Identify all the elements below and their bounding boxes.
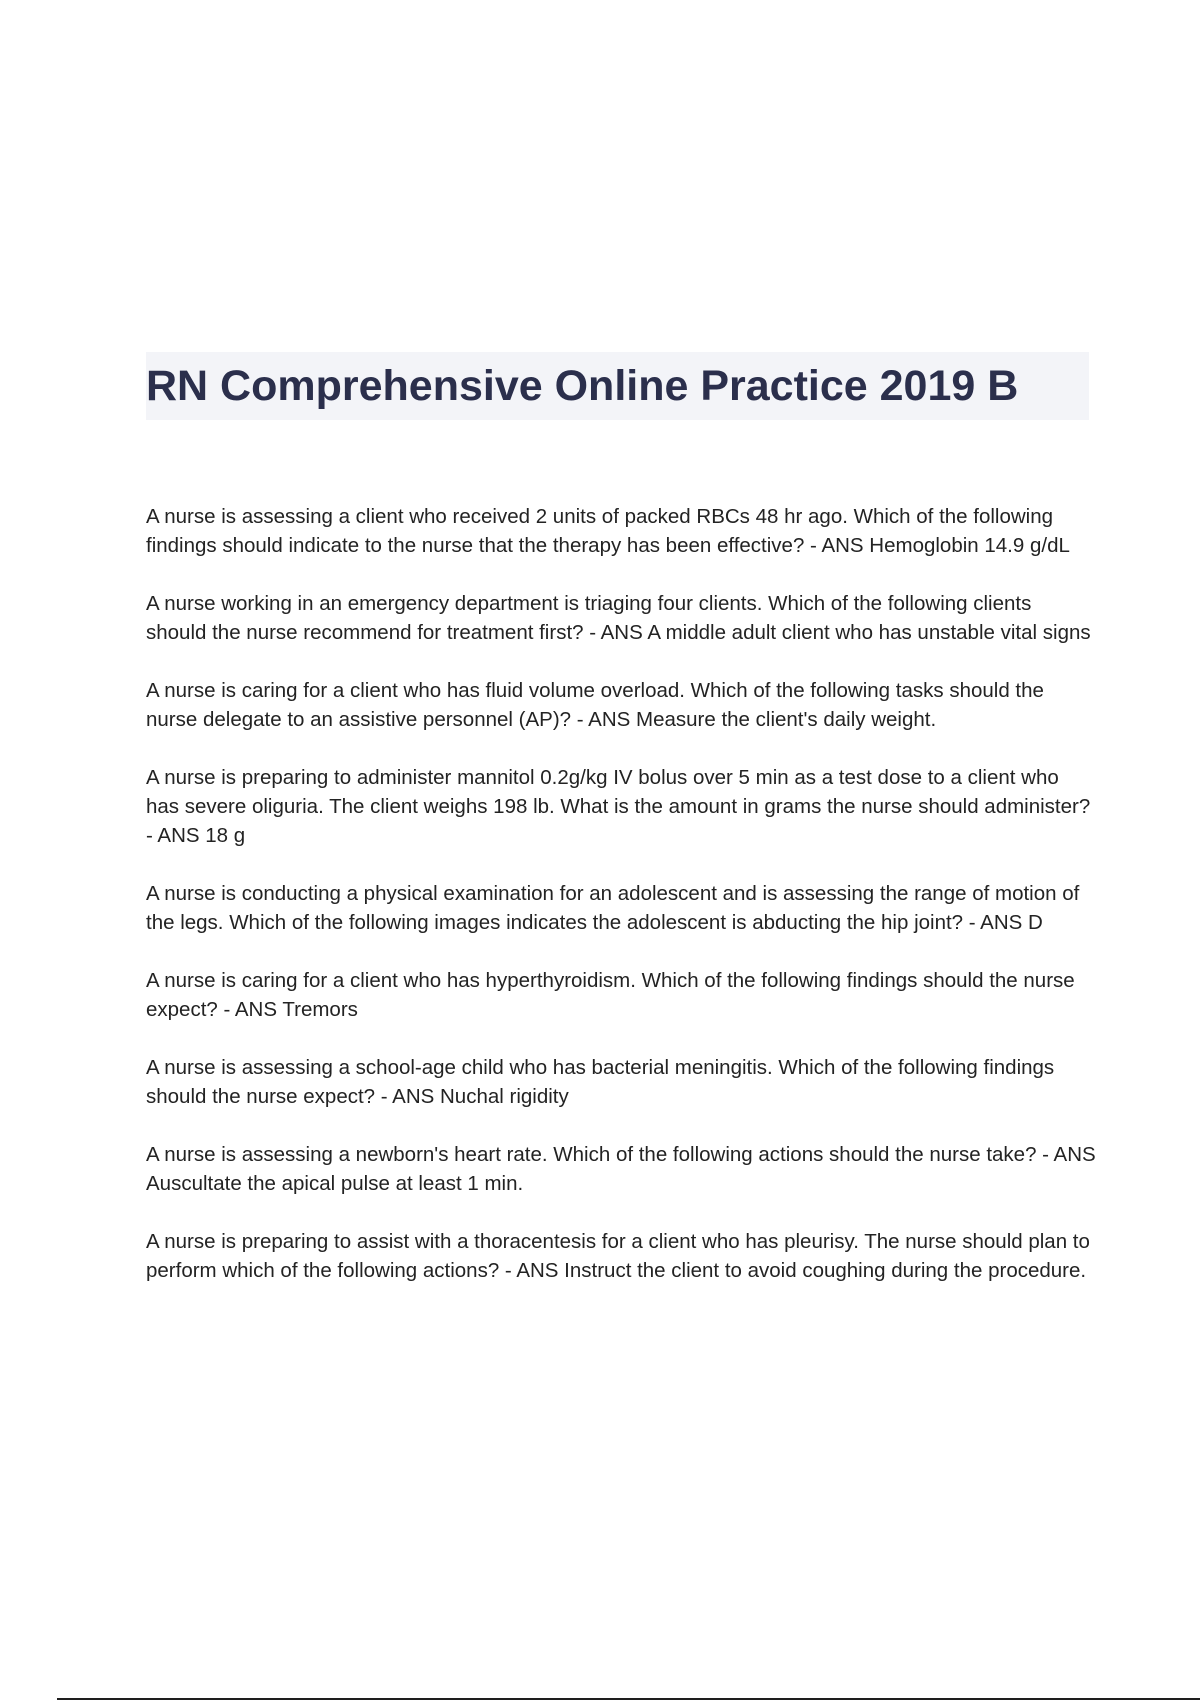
page-title: RN Comprehensive Online Practice 2019 B bbox=[146, 362, 1019, 410]
question-item-7: A nurse is assessing a school-age child who has bacterial meningitis. Which of the following findings should the nurse expect? - ANS Nuchal rigidity bbox=[146, 1056, 1055, 1108]
question-list bbox=[146, 502, 1096, 1314]
question-item-8: A nurse is assessing a newborn's heart rate. Which of the following actions should the nurse take? - ANS Auscultate the apical pulse at least 1 min. bbox=[146, 1143, 1096, 1195]
question-item-1: A nurse is assessing a client who received 2 units of packed RBCs 48 hr ago. Which of the following findings should indicate to the nurse that the therapy has been effective? - ANS Hemoglobin 14.9 g/dL bbox=[146, 505, 1070, 557]
question-item-4: A nurse is preparing to administer mannitol 0.2g/kg IV bolus over 5 min as a test dose to a client who has severe oliguria. The client weighs 198 lb. What is the amount in grams the nurse should administer? - ANS 18 g bbox=[146, 766, 1091, 847]
question-item-2: A nurse working in an emergency department is triaging four clients. Which of the following clients should the nurse recommend for treatment first? - ANS A middle adult client who has unstable vital signs bbox=[146, 592, 1091, 644]
question-item-6: A nurse is caring for a client who has hyperthyroidism. Which of the following findings should the nurse expect? - ANS Tremors bbox=[146, 969, 1075, 1021]
question-item-9: A nurse is preparing to assist with a thoracentesis for a client who has pleurisy. The nurse should plan to perform which of the following actions? - ANS Instruct the client to avoid coughing during the procedure. bbox=[146, 1230, 1090, 1282]
question-item-5: A nurse is conducting a physical examination for an adolescent and is assessing the range of motion of the legs. Which of the following images indicates the adolescent is abducting the hip joint? - ANS D bbox=[146, 882, 1080, 934]
question-item-3: A nurse is caring for a client who has fluid volume overload. Which of the following tasks should the nurse delegate to an assistive personnel (AP)? - ANS Measure the client's daily weight. bbox=[146, 679, 1044, 731]
